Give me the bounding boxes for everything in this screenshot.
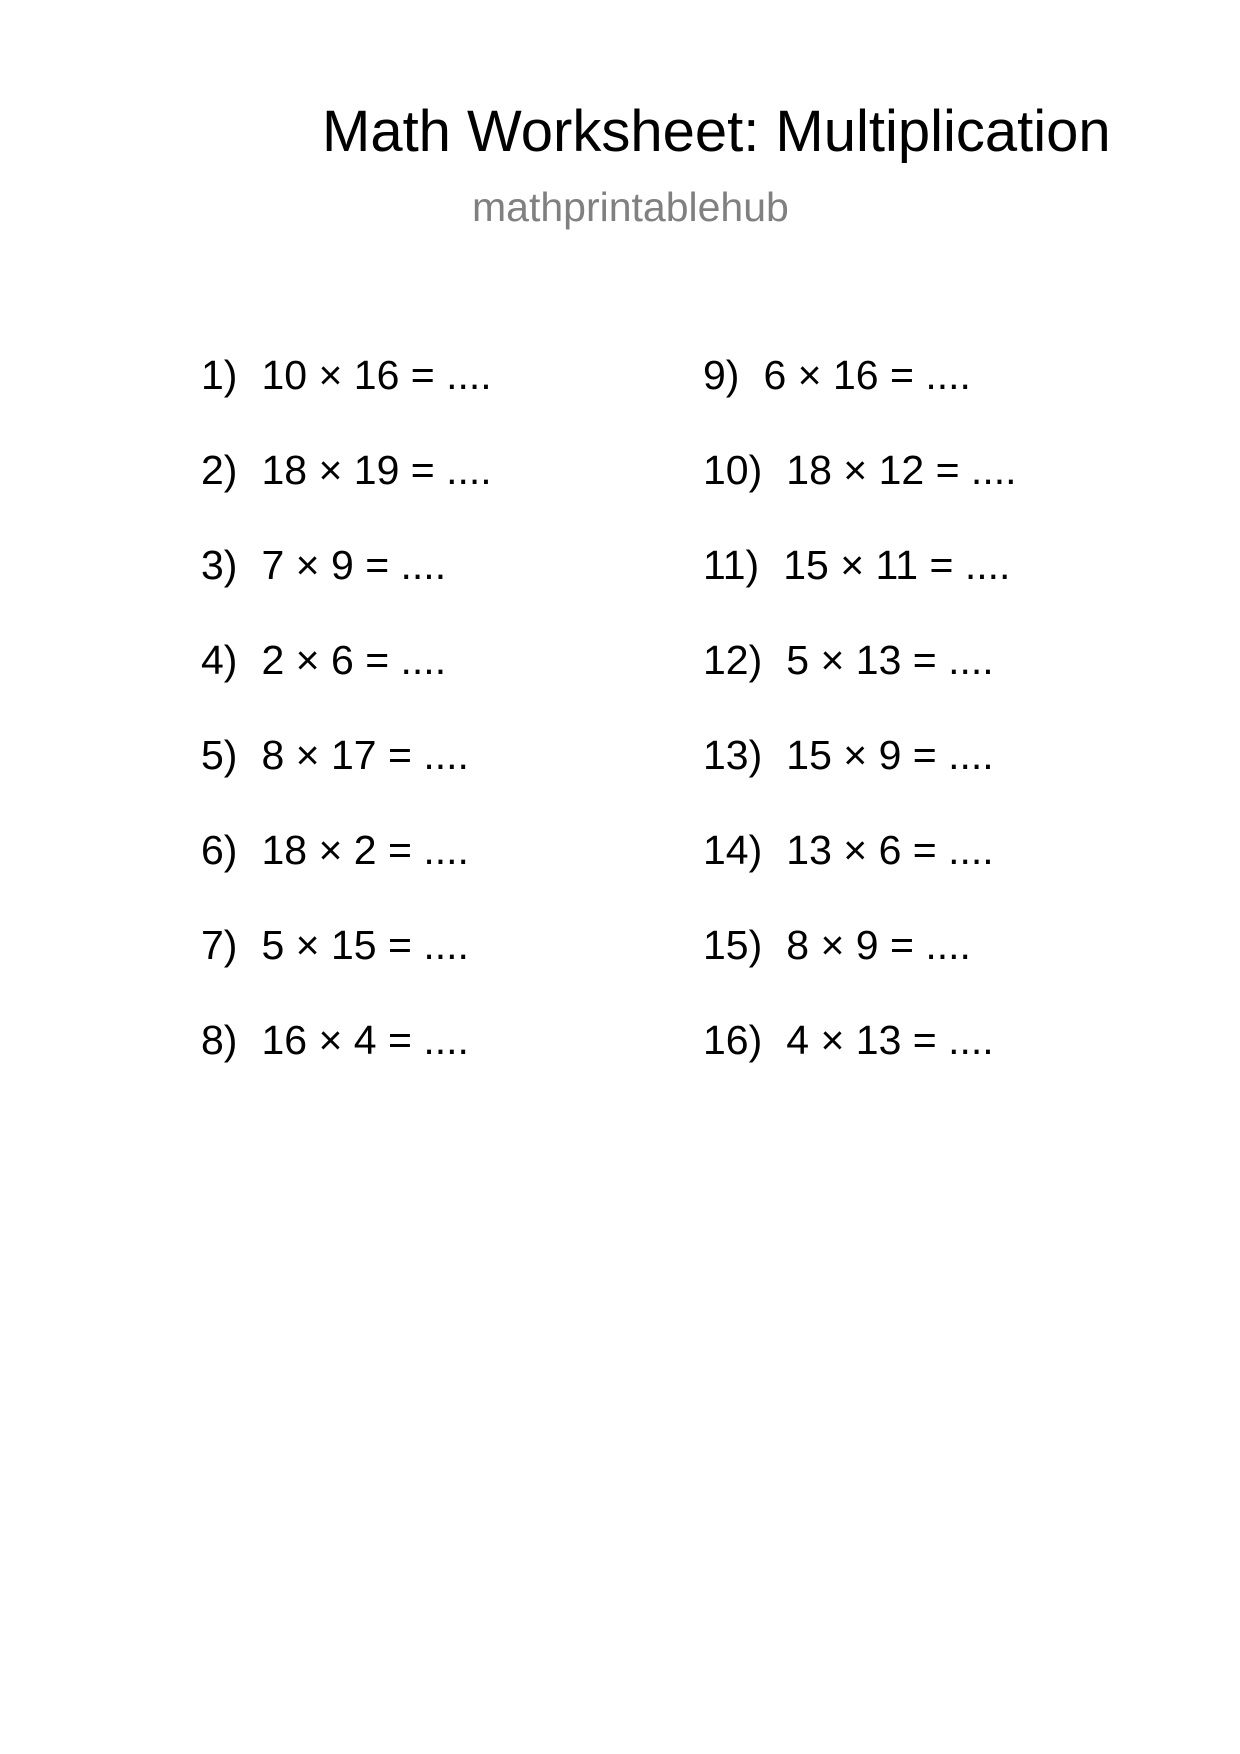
problem-expression: 15 × 11 = .... — [783, 542, 1011, 588]
problem-item — [703, 445, 1017, 540]
problem-number: 10) — [703, 447, 763, 493]
problem-item — [201, 920, 492, 1015]
problem-item — [201, 1015, 492, 1110]
problem-number: 13) — [703, 732, 763, 778]
problem-number: 7) — [201, 922, 238, 968]
problem-item — [703, 1015, 1017, 1110]
problem-expression: 5 × 15 = .... — [261, 922, 469, 968]
problem-number: 8) — [201, 1017, 238, 1063]
problem-number: 5) — [201, 732, 238, 778]
problem-expression: 10 × 16 = .... — [261, 352, 492, 398]
page-title: Math Worksheet: Multiplication — [322, 99, 1111, 164]
problem-expression: 18 × 12 = .... — [786, 447, 1017, 493]
problems-column-left — [201, 350, 492, 1110]
problem-expression: 13 × 6 = .... — [786, 827, 994, 873]
problem-item — [201, 350, 492, 445]
problem-item — [201, 825, 492, 920]
problem-item — [201, 445, 492, 540]
problem-number: 1) — [201, 352, 238, 398]
problem-number: 2) — [201, 447, 238, 493]
problem-item — [703, 350, 1017, 445]
problem-number: 9) — [703, 352, 740, 398]
problem-expression: 4 × 13 = .... — [786, 1017, 994, 1063]
problem-expression: 18 × 2 = .... — [261, 827, 469, 873]
problem-expression: 16 × 4 = .... — [261, 1017, 469, 1063]
problem-number: 12) — [703, 637, 763, 683]
problem-item — [703, 540, 1017, 635]
problem-expression: 15 × 9 = .... — [786, 732, 994, 778]
problem-expression: 7 × 9 = .... — [261, 542, 447, 588]
problem-item — [201, 635, 492, 730]
page-subtitle: mathprintablehub — [472, 184, 789, 230]
problem-number: 6) — [201, 827, 238, 873]
problem-number: 15) — [703, 922, 763, 968]
problem-expression: 8 × 9 = .... — [786, 922, 971, 968]
problem-item — [703, 730, 1017, 825]
problem-expression: 2 × 6 = .... — [261, 637, 447, 683]
problem-expression: 6 × 16 = .... — [763, 352, 971, 398]
problem-expression: 5 × 13 = .... — [786, 637, 994, 683]
problem-item — [201, 540, 492, 635]
problem-item — [703, 635, 1017, 730]
problem-expression: 8 × 17 = .... — [261, 732, 469, 778]
problem-number: 14) — [703, 827, 763, 873]
problem-number: 3) — [201, 542, 238, 588]
problem-item — [703, 825, 1017, 920]
problems-column-right — [703, 350, 1017, 1110]
problem-item — [201, 730, 492, 825]
problem-number: 16) — [703, 1017, 763, 1063]
problem-number: 11) — [703, 542, 760, 588]
problem-expression: 18 × 19 = .... — [261, 447, 492, 493]
problem-number: 4) — [201, 637, 238, 683]
problem-item — [703, 920, 1017, 1015]
